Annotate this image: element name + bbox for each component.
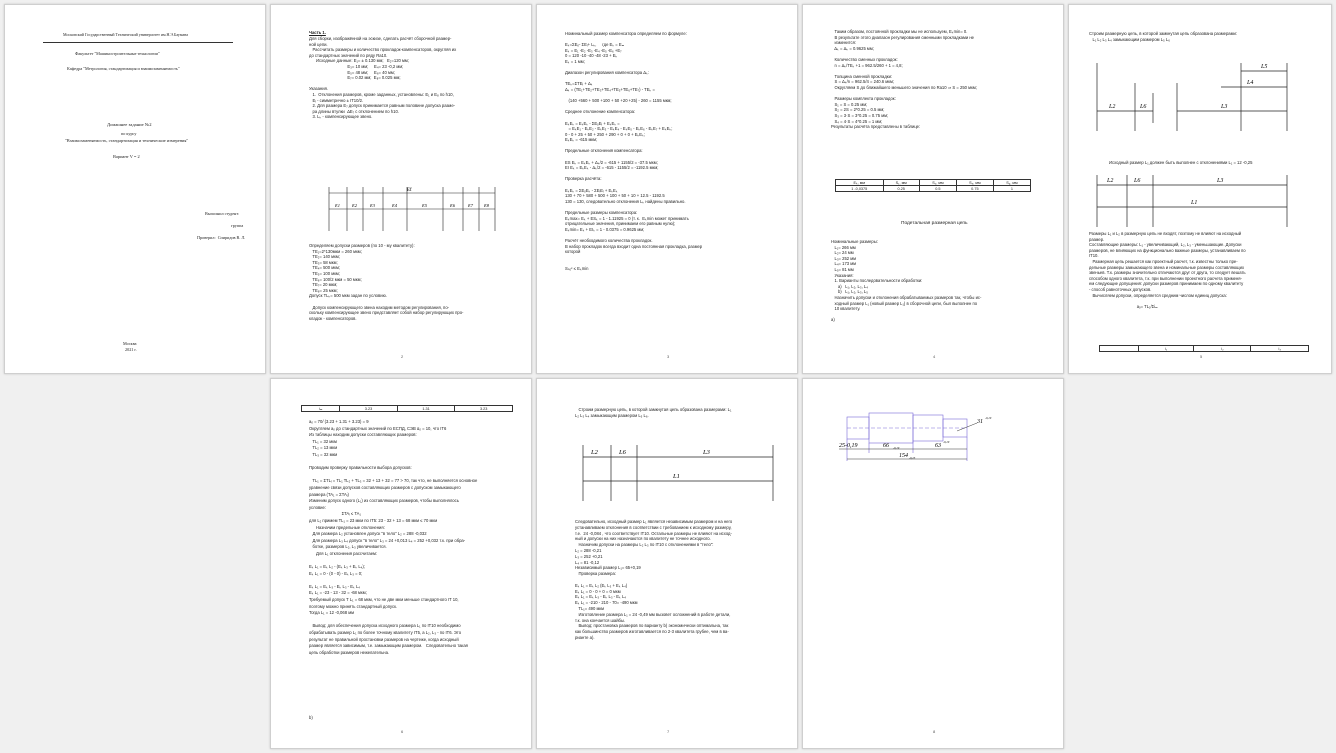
text-line: E₃= 10 мм; E₄= 23 -0,2 мм; [309, 63, 404, 69]
page-6 [270, 378, 532, 749]
text-line: S₄ = 4·S = 4*0.25 = 1 мм; [831, 118, 883, 124]
text-line: 130 = 130, следовательно отклонения Lₖ найдены правильно. [565, 198, 686, 204]
text-line: L₄ = 81 -0,12 [575, 559, 600, 565]
checked-by: Проверил: Спиридов В. Л. [197, 235, 246, 240]
text-line: Результаты расчёта представлены в таблице: [831, 124, 921, 130]
dim-total: 154 [899, 453, 908, 459]
text-line: Строим размерную цепь, в которой замкнутая цепь образована размерами: [1089, 31, 1237, 36]
text-line: устанавливаем отклонения в соответствии с требованием к исходному размеру, [575, 524, 732, 530]
text-line: Допуск TLₖ= 500 мкм задан по условию. [309, 293, 387, 299]
page-7 [536, 378, 798, 749]
text-line: Eₖ L₁ = Eₖ L₃ - Eₖ L₃ - Eₖ L₄ [575, 594, 627, 600]
dimension-chain-b [1091, 171, 1311, 231]
city: Москва [123, 341, 137, 346]
text-line: EₖEₖ = ΣEₒEₖ - ΣEᵢEᵢ + EₖEₖ [565, 187, 618, 193]
table-cell: 1 -0,0375 [836, 186, 884, 192]
text-line: ной цепи. [309, 41, 328, 47]
table-header-cell: S₁, мм [883, 180, 919, 186]
text-line: ный и допуски на них назначаются по квалитету не точнее исходного. [575, 536, 711, 542]
chain-b-label-1: L2 [1107, 178, 1114, 184]
text-line: S = Δₖ/n = 962.5/4 = 240.6 мкм; [831, 79, 895, 85]
text-line: рианте а). [575, 634, 595, 640]
table-cell: 0.25 [883, 186, 919, 192]
text-line: TL₁ = 32 мкм [309, 438, 337, 444]
text-line: aₒ= TL₁/Σiₘ [1089, 303, 1158, 309]
dim-mid-tol: -0,19 [893, 446, 900, 450]
text-line: Eₖ L₁ = 0 - (0 - 0) - Eₖ L₃ = 0; [309, 570, 363, 576]
text-line: Для сборки, изображённой на эскизе, сделать расчёт сборочной размер- [309, 36, 452, 41]
dim-right-1: 63 [935, 443, 941, 449]
text-line: уравнение связи допусков составляющих размеров с допуском замыкающего [309, 484, 461, 490]
page-1-title [4, 4, 266, 374]
text-line: Проверка расчёта: [565, 176, 602, 182]
text-line: Указания. [309, 86, 329, 92]
text-line: Толщина сменной прокладки: [831, 73, 893, 79]
chain-b-label-4: L1 [1191, 200, 1198, 206]
text-line: Определяем допуски размеров (по 10 - му квалитету): [309, 243, 415, 248]
text-line: размер. [1089, 236, 1105, 242]
table-cell: 0.5 [919, 186, 956, 192]
text-line: ходный размер L₁ (новый размер L₁) в сборочной цепи, был выполнен по [831, 300, 978, 306]
text-line: результат не правильной простановки размеров на чертеже, когда исходный [309, 636, 459, 642]
chain-v-label-2: L6 [619, 449, 626, 456]
text-line: TE₂= 140 мкм; [309, 254, 340, 260]
text-line: (140 +560 + 500 +100 + 50 +20 +25) - 260 = 1155 мкм; [565, 98, 672, 104]
dimension-label: E8 [484, 203, 489, 208]
dim-right-2: 31 [977, 419, 983, 425]
text-line: Номинальный размер компенсатора определяем по формуле: [565, 31, 687, 36]
text-line: Eₖ = E₁ -E₂ -E₃ -E₄ -E₅ -E₆ +E₇ [565, 47, 622, 53]
text-line: TE₅= 100 мкм; [309, 270, 340, 276]
text-line: В набор прокладок всегда входит одна постоянная прокладка, размер [565, 243, 703, 249]
text-line: S₂ = 2S = 2*0.25 = 0.5 мм; [831, 107, 885, 113]
text-line: Округляем aₒ до стандартных значений по ЕСПД, СЭВ αₒ = 10, что IT6 [309, 425, 447, 431]
gasket-table [835, 179, 1031, 192]
table-header-cell: S₄, мм [993, 180, 1030, 186]
text-line: Требуемый допуск T L₁ = 68 мкм, что не две мкм меньше стандартного IT 10, [309, 597, 459, 603]
table-cell: iₘ [302, 406, 340, 412]
text-line: ра длины втулки ΔE₇ с отклонением по h10. [309, 108, 399, 114]
text-line: Для размера L₃ L₄ допуск "в тело" L₃ = 24 +0,013 L₄ = 252 +0,032 т.к. при обра- [309, 537, 466, 543]
text-line: которой [565, 249, 581, 255]
dim-left: 25-0,19 [839, 443, 858, 449]
course-pre: по курсу [121, 131, 137, 136]
year: 2021 г. [125, 347, 137, 352]
dim-total-tol: -0,25 [909, 456, 916, 460]
task-title: Домашнее задание №2 [107, 122, 152, 127]
text-line: L₅= 81 мм [831, 266, 854, 272]
text-line: Eₖ L₁ = Eₖ L₃ - Eₖ L₃ - Eₖ L₄ [309, 583, 361, 589]
dimension-chain-a [1091, 53, 1311, 133]
text-line: Sₙₒᶜ ≤ Eₖmin [565, 265, 589, 271]
text-line: 1. Отклонения размеров, кроме заданных, установлены: E₁ и E₈ по h10, [309, 91, 454, 97]
dim-top-label: Ef [407, 188, 412, 193]
department-name: Кафедра "Метрология, стандартизация и взаимозаменяемость" [67, 66, 180, 71]
table-cell: 1 [993, 186, 1030, 192]
text-line: условие: [309, 504, 327, 510]
text-line: TE₈= 25 мкм; [309, 287, 338, 293]
page-3-text [565, 31, 702, 272]
text-line: Eᵢ - симметрично ± IT10/2. [309, 97, 364, 103]
text-line: Номинальные размеры: [831, 239, 878, 244]
text-line: Тогда L₁ = 12 -0,068 мм [309, 610, 354, 616]
text-line: S₁ = S = 0.25 мм; [831, 101, 868, 107]
text-line: ES Eₖ = EₖEₖ + Δₖ/2 = -615 + 1155/2 = -37.5 мкм; [565, 159, 658, 165]
text-line: TE₇= 20 мкм; [309, 282, 338, 288]
page-7-bottom-text [575, 519, 732, 641]
text-line: - способ равноточных допусков. [1089, 286, 1152, 292]
chain-v-label-1: L2 [591, 449, 598, 456]
text-line: а) [831, 317, 835, 323]
text-line: поэтому можно принять стандартный допуск. [309, 603, 398, 609]
course-name: "Взаимозаменяемость, стандартизация и технические измерения" [65, 138, 189, 143]
chain-b-label-2: L6 [1134, 178, 1141, 184]
part-heading: Часть 1. [309, 30, 326, 35]
text-line: IT10. [1089, 253, 1099, 259]
text-line: Eₖ L₁ = Eₖ L₂ (Eₖ L₃ + Eₖ L₄) [575, 582, 628, 588]
text-line: 0 - 0 + 25 + 50 + 250 + 290 + 0 + 0 + EₖEₖ; [565, 131, 646, 137]
page-8 [802, 378, 1064, 749]
table-cell: 0.75 [956, 186, 993, 192]
text-line [309, 617, 477, 624]
dimension-chain-v [579, 441, 779, 505]
text-line: обрабатывать размер L₁ по более точному квалитету IT5, а L₂, L₃ - по IT6. Это [309, 630, 462, 635]
variant-b-label: b) [309, 715, 313, 720]
text-line: aₒ = 70/ (3.23 + 1.31 + 3.23) = 9 [309, 419, 369, 424]
page-5 [1068, 4, 1332, 374]
text-line: Строим размерную цепь, в которой замкнутая цепь образована размерами: L₁ [575, 407, 732, 412]
text-line: Вычисляем допуски, определяется средним числом единиц допуска: [1089, 292, 1227, 298]
text-line: Исходные данные: E₁= ± 0.130 мм; E₂=120 мм; [309, 58, 409, 64]
table-cell [1100, 346, 1139, 352]
text-line: S₃ = 3·S = 3*0.25 = 0.75 мм; [831, 112, 889, 118]
text-line: L₂ = 288 -0,21 [575, 547, 602, 553]
table-cell: i₂ [1194, 346, 1251, 352]
text-line: ΣTAᵢ ≤ TA₁ [309, 511, 361, 517]
text-line: 2. Для размера E₇ допуск принимается равным половине допуска разме- [309, 103, 456, 109]
dim-right-1-tol: -0,19 [943, 440, 950, 444]
page-5-bottom-text [1089, 231, 1246, 309]
text-line: E₅= 48 мм; E₆= 40 мм; [309, 69, 395, 75]
text-line: т.к. она кончается шайбы. [575, 617, 626, 623]
text-line: отрицательные значения, принимаем его равным нулю); [565, 221, 676, 227]
text-line: Диапазон регулирования компенсатора Δₖ: [565, 70, 650, 76]
text-line: ботке, размеров L₂, L₃ увеличивается. [309, 544, 387, 550]
text-line: 130 + 70 + 580 + 500 + 100 + 50 + 10 + 12.5 - 1192.5 [565, 193, 665, 199]
page-4 [802, 4, 1064, 374]
chain-a-label-4: L6 [1140, 104, 1147, 110]
text-line: 0 = 120 -10 -40 -48 -23 + Eₖ [565, 53, 618, 59]
text-line: L₁ L₂ L₃ L₄ замыкающим размером L₅ L₆ [1089, 36, 1170, 42]
page-number: 5 [1200, 354, 1203, 359]
text-line: Изготовление размера L₁ = 24 -0,49 мм вызовет осложнений в работе детали, [575, 611, 731, 617]
text-line: L₂= 24 мм [831, 250, 854, 256]
text-line: размер является зависимым, т.е. замыкающим размером. Следовательно такая [309, 643, 468, 649]
page-number: 8 [933, 729, 936, 734]
dimension-label: E6 [450, 203, 455, 208]
text-line: Для размера L₂ установлен допуск "в тело" L₂ = 288 -0,032 [309, 531, 427, 537]
page-2-text [309, 36, 456, 120]
university-name: Московский Государственный Технический университет им.Н.Э.Баумана [63, 32, 189, 37]
text-line: до стандартных значений по ряду Ra10. [309, 52, 388, 58]
text-line: В результате этого диапазон регулирования сменными прокладками не [831, 34, 974, 40]
page-number: 3 [667, 354, 670, 359]
text-line: = EₖE₁ - EₖE₂ - EₖE₃ - EₖE₄ - EₖE₅ - EₖE₆ - EₖE₇ + EₖEₖ; [565, 126, 673, 132]
chain-a-label-2: L4 [1247, 80, 1254, 86]
text-line: Количество сменных прокладок: [831, 56, 898, 62]
text-line: Eₖ L₁ = 0 - 0 + 0 = 0 мкм [575, 588, 621, 594]
faculty-name: Факультет "Машиностроительные технологии" [75, 51, 160, 56]
text-line: цепь обработки размеров нежелательна. [309, 649, 390, 655]
text-line: скольку компенсирующее звено представляет собой набор регулирующих про- [309, 310, 464, 316]
text-line: Δₖ = (TE₁+TE₂+TE₃+TE₄+TE₅+TE₆+TE₇) - TEₖ = [565, 86, 655, 92]
text-line: Размеры комплекта прокладок: [831, 96, 896, 102]
text-line: Eₖ L₁ = -23 - 13 - 32 = -68 мкм; [309, 590, 367, 596]
text-line: Таким образом, постоянной прокладки мы не используем, Eₖmin= 0. [831, 29, 968, 34]
chain-v-label-3: L3 [703, 449, 710, 456]
chain-b-label-3: L3 [1217, 178, 1224, 184]
text-line: Проверка размера: [575, 571, 616, 577]
dimension-label: E7 [468, 203, 473, 208]
text-line: т.е. 24 -0,084 , что соответствует IT10. Остальные размеры не влияют на исход- [575, 530, 732, 536]
text-line: Назначить допуски и отклонения обрабатываемых размеров так, чтобы ис- [831, 294, 982, 300]
text-line: L₁= 266 мм [831, 244, 856, 250]
text-line: Назначим предельные отклонения: [309, 524, 385, 530]
text-line: Eₖmin= Eₖ + EIₖ = 1 - 0.0375 = 0.9625 мм; [565, 226, 645, 232]
initial-size-text: Исходный размер L₁ должен быть выполнен с отклонениями L₁ = 12 -0,25 [1109, 160, 1253, 165]
text-line: TL₃ = 32 мкм [309, 451, 338, 457]
page-5-top-text [1089, 31, 1237, 42]
text-line: Независимый размер L₁= 65+0,19 [575, 565, 641, 571]
text-line: Допуск компенсирующего звена находим методом регулирования, по- [309, 304, 450, 310]
text-line: Составляющие размеры: L₁ - увеличивающий, L₂, L₃ - уменьшающие. Допуски [1089, 242, 1242, 248]
text-line: Из таблицы находим допуски составляющих размеров: [309, 432, 417, 438]
text-line: L₄= 173 мм [831, 261, 857, 267]
text-line: TE₆= 100/2 мкм = 50 мкм; [309, 276, 362, 282]
text-line [309, 577, 477, 584]
dimension-label: E5 [422, 203, 427, 208]
dim-mid: 66 [883, 443, 889, 449]
text-line: Eₖ=ΣEₒ- ΣEᵢ+ Lₖ, где Eₖ = Eₘ [565, 42, 625, 48]
performed-by: Выполнил студент: [205, 211, 240, 216]
variant: Вариант V = 2 [113, 154, 140, 159]
text-line: Δₖ = Δₖ = 0.9625 мм; [831, 45, 874, 51]
text-line: Eₖ L₁ = Eₖ L₂ - (Eₖ L₃ + Eₖ L₄); [309, 564, 365, 570]
text-line: Следовательно, исходный размер L₁ является независимым размером и на него [575, 519, 733, 524]
page-4-lower-text [831, 239, 981, 323]
text-line: Предельные размеры компенсатора: [565, 210, 638, 215]
page-number: 6 [401, 729, 404, 734]
dim-right-2-tol: -0,19 [985, 416, 992, 420]
text-line: размеров, не влияющих на функционально важные размеры, устанавливаем по [1089, 247, 1246, 253]
text-line: L₃= 252 мм [831, 255, 857, 261]
text-line: звеньев. Т.к. размеры значительно отличаются друг от друга, то следует вешать [1089, 270, 1246, 276]
table-cell: i₁ [1138, 346, 1193, 352]
text-line: Назначим допуски на размеры L₂ L₃ по IT10 с отклонениями в "тело": [575, 542, 714, 548]
chain-a-label-1: L5 [1261, 64, 1268, 70]
page-2 [270, 4, 532, 374]
text-line: Размерная цепь решается как проектный расчет, т.к. известны только пре- [1089, 258, 1238, 264]
text-line: Расчёт необходимого количества прокладок. [565, 237, 653, 243]
text-line: EI Eₖ = EₖEₖ - Δₖ/2 = -615 - 1155/2 = -1192.5 мкм; [565, 165, 659, 171]
text-line: E₇= 0.02 мм; E₈= 0.025 мм; [309, 75, 401, 81]
text-line: n = Δₖ/TEₖ +1 = 962.5/260 + 1 = 4,8; [831, 62, 903, 68]
page-number: 7 [667, 729, 670, 734]
text-line: TEₖ=ΣTEᵢ + Δₖ [565, 81, 593, 87]
text-line: как большинство размеров изготавливается по 2-3 квалитета грубее, чем в ва- [575, 629, 729, 635]
page-number: 4 [933, 354, 936, 359]
text-line: Среднее отклонение компенсатора: [565, 109, 636, 115]
title-rule [43, 42, 233, 43]
table-cell: 3.23 [455, 406, 513, 412]
text-line: b) L₁, L₂, L₃, L₅ [831, 289, 868, 295]
text-line: Размеры L₁ и L₂ в размерную цепь не входят, поэтому не влияют на исходный [1089, 231, 1242, 236]
page-4-text [831, 29, 977, 130]
text-line: TE₄= 500 мкм; [309, 265, 340, 271]
text-line: а) L₁, L₂, L₃, L₄ [831, 283, 868, 289]
page-number: 2 [401, 354, 404, 359]
text-line: Округляем S до ближайшего меньшего значения по Ra10 ⇒ S = 250 мкм; [831, 84, 977, 90]
text-line: TE₃= 58 мкм; [309, 259, 338, 265]
text-line: Проводим проверку правильности выбора допусков: [309, 465, 412, 471]
page-3 [536, 4, 798, 374]
text-line: 3. Lₖ - компенсирующее звено. [309, 114, 373, 120]
table-header-cell: S₂, мм [919, 180, 956, 186]
text-line: дельные размеры замыкающего звена и номинальные размеры составляющих [1089, 264, 1245, 270]
tolerance-units-table [1099, 345, 1309, 352]
text-line [309, 557, 477, 564]
dimension-label: E1 [335, 203, 340, 208]
text-line [309, 472, 477, 479]
dimension-label: E4 [392, 203, 397, 208]
chain-a-label-5: L3 [1221, 104, 1228, 110]
text-line: TL₁= 490 мкм [575, 605, 605, 611]
text-line: для L₂ примем TL₁ = 23 мкм по IT5: 23 - 32 + 13 = 68 мкм ≤ 70 мкм [309, 517, 438, 523]
text-line: Указания: [831, 272, 854, 278]
dimension-label: E2 [352, 203, 357, 208]
table-cell: 1.31 [397, 406, 455, 412]
text-line: 10 квалитету. [831, 306, 861, 312]
assembly-dimension-chain [323, 183, 503, 235]
text-line: TL₂ = 13 мкм [309, 445, 338, 451]
text-line: Вывод: простановка размеров по варианту b) экономически оптимальна, так [575, 623, 729, 629]
shaft-drawing [839, 409, 1039, 469]
dimension-label: E3 [370, 203, 375, 208]
text-line: изменится: [831, 40, 857, 46]
table-cell: 3.23 [340, 406, 398, 412]
text-line: Вывод: для обеспечения допуска исходного размера L₁ по IT10 необходимо [309, 623, 461, 629]
group-label: группа [231, 223, 244, 228]
text-line: Eₖmax= Eₖ + ESₖ = 1 - 1.11925 = 0 (т. к. Eₖmin может принимать [565, 215, 689, 221]
table-cell: i₃ [1251, 346, 1309, 352]
detail-chain-title: Подетальная размерная цепь [901, 221, 968, 226]
text-line: TL₁ = ΣTLᵢ = TL₁ TL₂ + TL₃ = 32 + 13 + 32 = 77 > 70, так что, не выполняется основное [309, 478, 478, 484]
text-line: способом одного квалитета, т.к. при выполнении проектного расчета применя- [1089, 275, 1242, 281]
text-line: EₖEₖ = -615 мкм; [565, 137, 598, 143]
text-line: Eₖ L₁ = -210 - 210 - 70= -490 мкм [575, 600, 638, 606]
text-line: L₃ = 252 +0,21 [575, 553, 603, 559]
text-line: TE₁=2*130мкм = 260 мкм; [309, 248, 362, 254]
text-line: EₖEₖ = EₖEₖ - ΣEₒEᵢ + EₖEₖ = [565, 120, 620, 126]
text-line [309, 459, 477, 466]
text-line: Для L₁ отклонения рассчитаем: [309, 550, 378, 556]
page-2-lower-text [309, 243, 463, 321]
tolerance-units-table-cont [301, 405, 513, 412]
chain-v-label-4: L1 [673, 473, 680, 480]
text-line: Предельные отклонения компенсатора: [565, 148, 643, 154]
text-line: Eₖ = 1 мм; [565, 58, 585, 64]
page-7-top-text [575, 407, 731, 418]
text-line: кладок - компенсаторов. [309, 315, 357, 321]
text-line: Изменим допуск одного (L₁) из составляющих размеров, чтобы выполнялось [309, 498, 459, 504]
text-line: ем следующие допущения: допуски размеров принимаем по одному квалитету [1089, 281, 1244, 287]
text-line: Рассчитать размеры и количество прокладок-компенсаторов, округляя их [309, 47, 457, 53]
text-line: 1. Варианты последовательности обработки: [831, 278, 923, 284]
text-line: размера (TA₁ = ΣTAᵢ) [309, 491, 349, 497]
table-header-cell: S₃, мм [956, 180, 993, 186]
page-6-text [309, 419, 477, 656]
table-header-cell: Eₖ, мм [836, 180, 884, 186]
chain-a-label-3: L2 [1109, 104, 1116, 110]
text-line: L₂ L₃ L₄ замыкающим размером L₅ L₆. [575, 412, 649, 418]
